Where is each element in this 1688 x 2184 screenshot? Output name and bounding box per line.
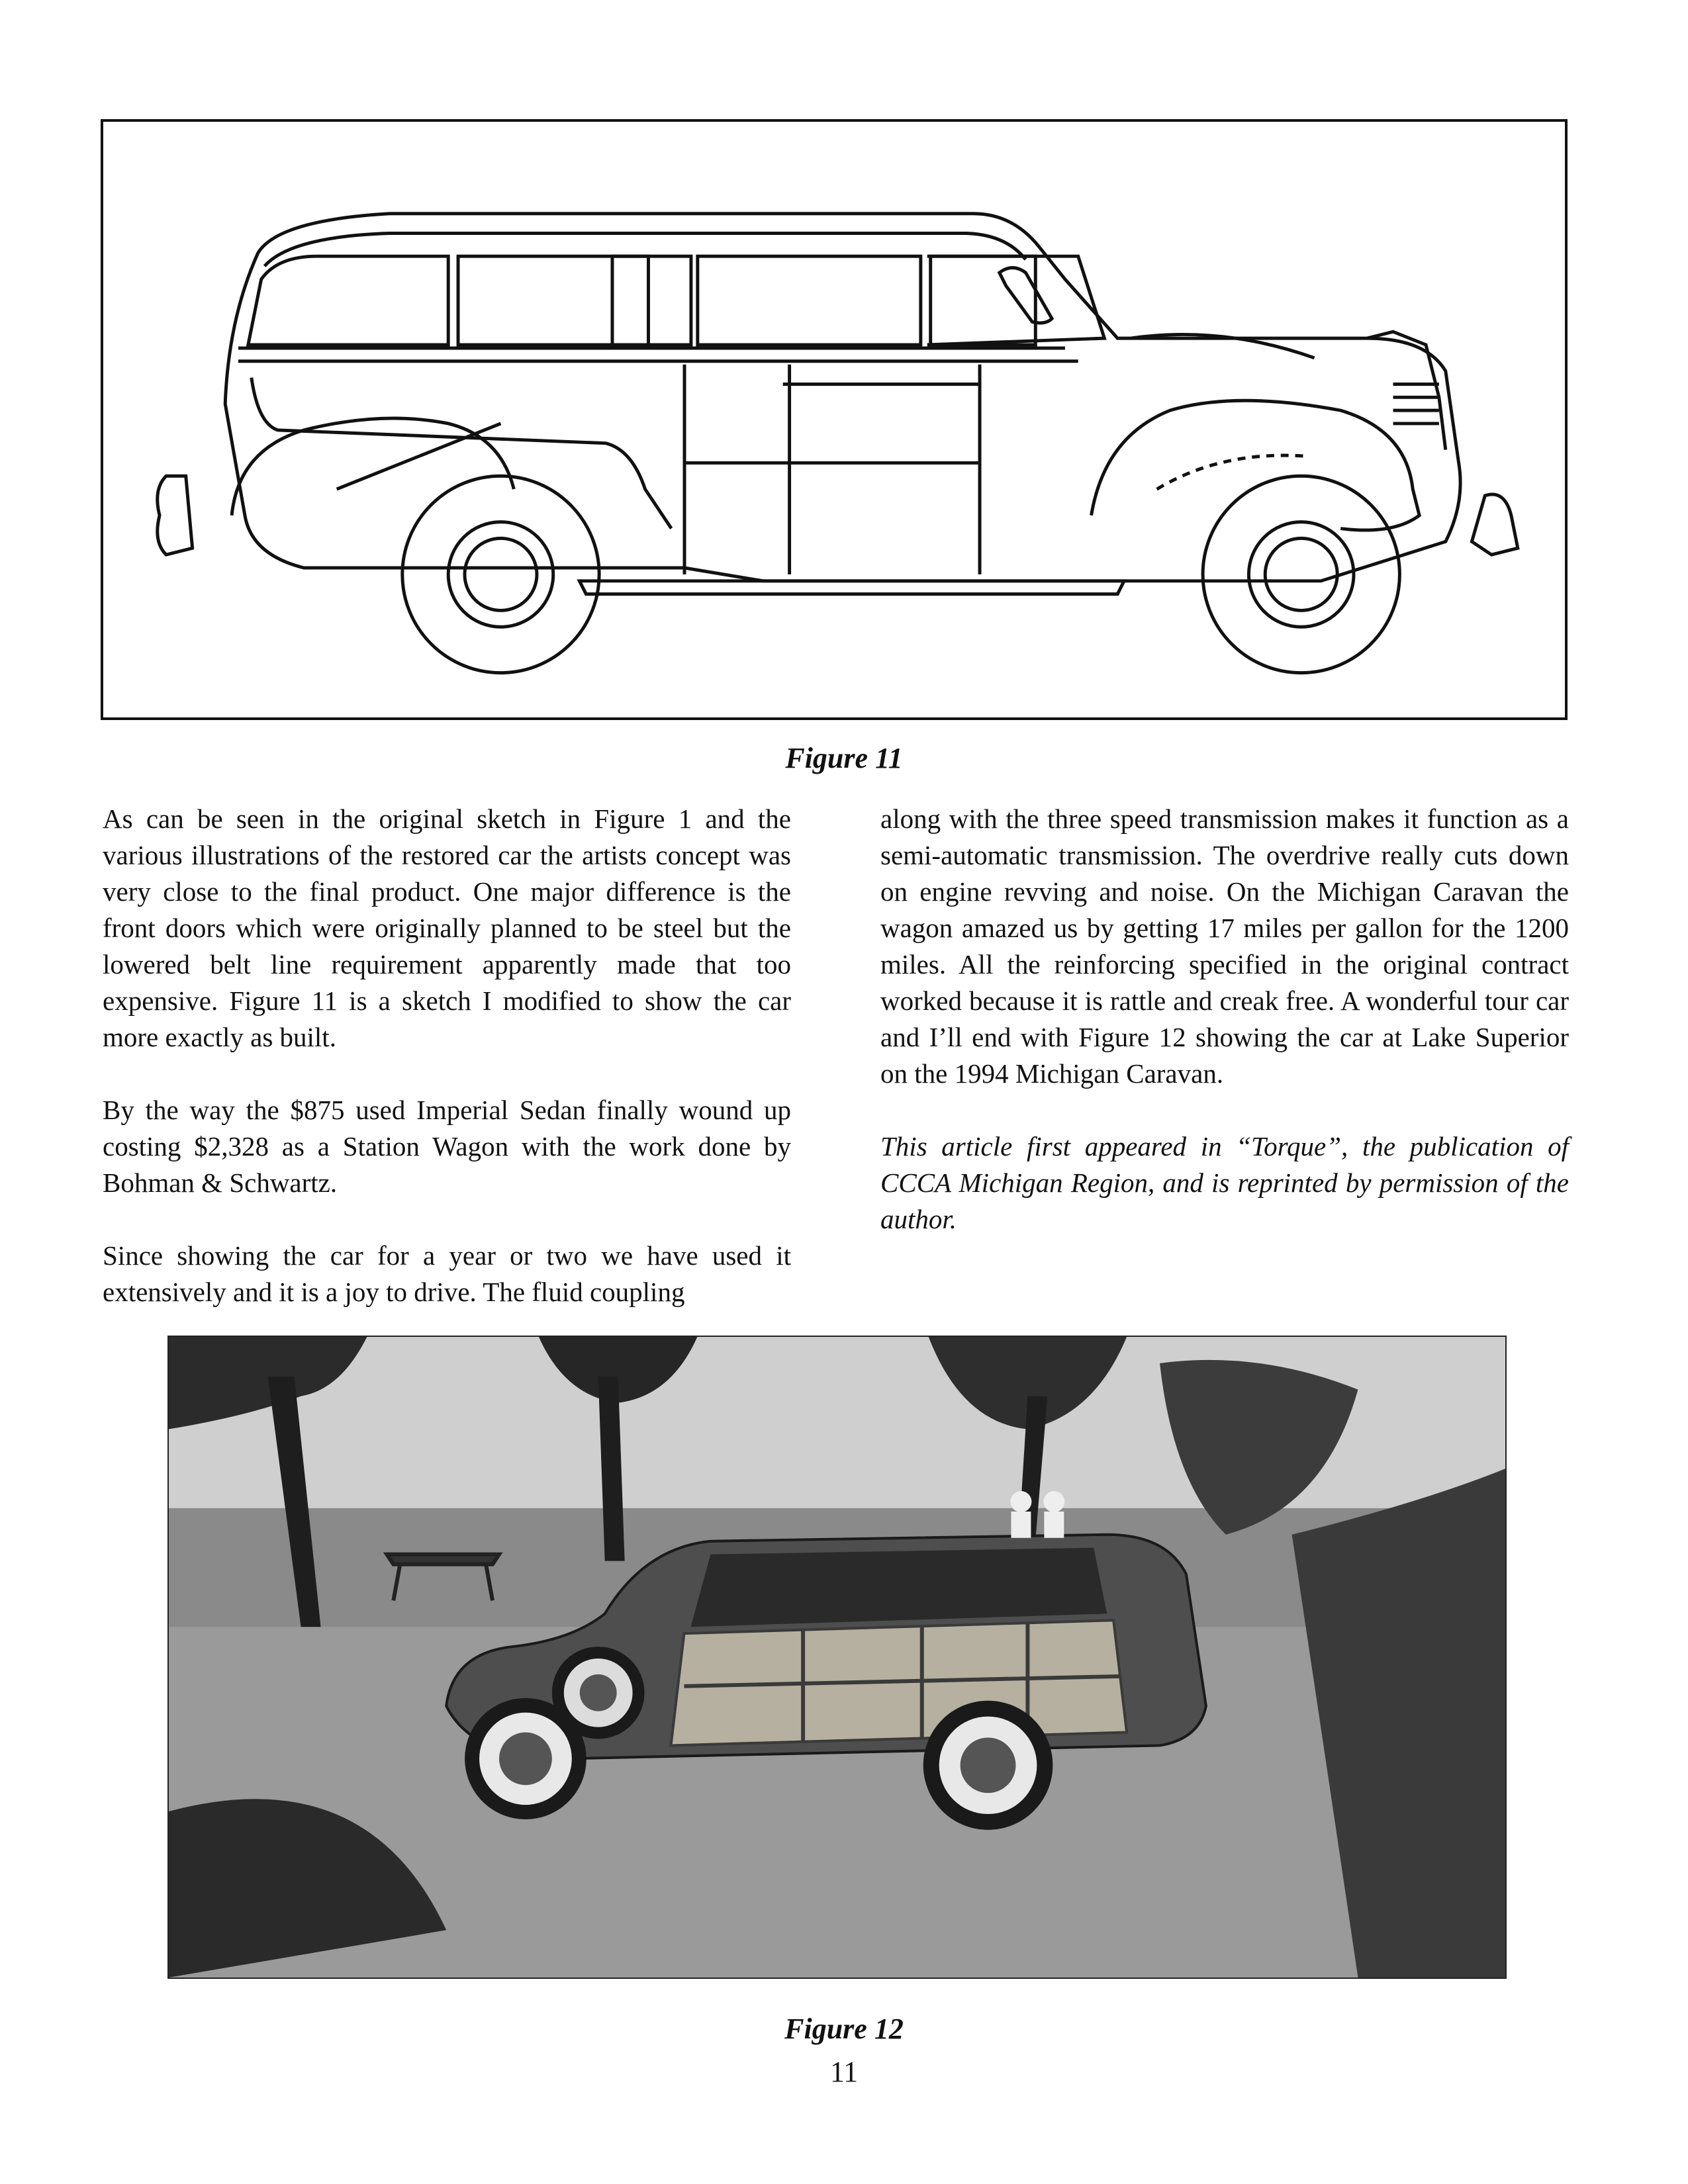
page-number: 11	[829, 2056, 859, 2088]
paragraph: Since showing the car for a year or two we have used it extensively and it is a joy to drive. The fluid coupling	[103, 1240, 791, 1307]
wagon-photo-illustration	[169, 1337, 1505, 1978]
figure-11-drawing	[101, 119, 1568, 720]
paragraph: By the way the $875 used Imperial Sedan finally wound up costing $2,328 as a Station Wagon with the work done by Bohman & Schwartz.	[103, 1095, 791, 1198]
paragraph: As can be seen in the original sketch in Figure 1 and the various illustrations of the restored car the artists concept was very close to the final product. One major difference is the front doors which were originally planned to be steel but the lowered belt line requirement apparently made that too expensive. Figure 11 is a sketch I modified to show the car more exactly as built.	[103, 803, 791, 1052]
figure-12-photo	[167, 1336, 1507, 1979]
reprint-credit: This article first appeared in “Torque”, the publication of CCCA Michigan Region, and is reprinted by permission of the author.	[880, 1131, 1569, 1234]
left-column	[103, 801, 791, 1347]
figure-11-caption: Figure 11	[785, 742, 903, 774]
figure-12-caption: Figure 12	[784, 2013, 904, 2045]
right-column	[880, 801, 1569, 1274]
paragraph: along with the three speed transmission makes it function as a semi-automatic transmission. The overdrive really cuts down on engine revving and noise. On the Michigan Caravan the wagon amazed us by getting 17 miles per gallon for the 1200 miles. All the reinforcing specified in the original contract worked because it is rattle and creak free. A wonderful tour car and I’ll end with Figure 12 showing the car at Lake Superior on the 1994 Michigan Caravan.	[880, 803, 1569, 1089]
station-wagon-sketch	[103, 122, 1565, 717]
